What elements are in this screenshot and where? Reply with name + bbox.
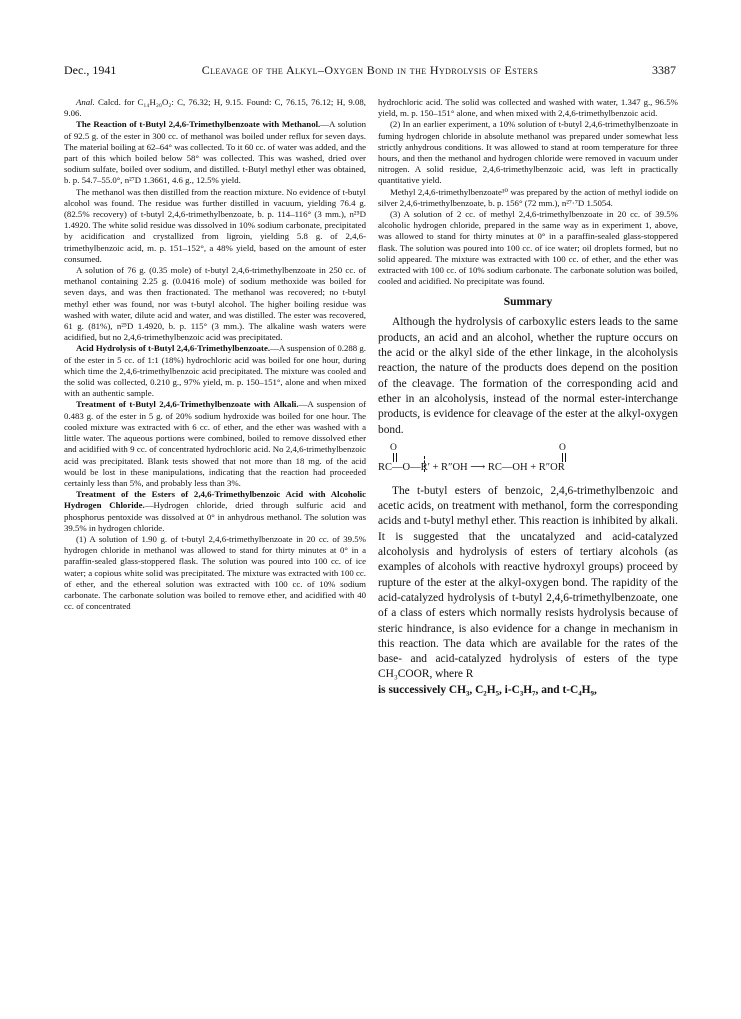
paragraph-text: —A suspension of 0.483 g. of the ester in 5 g. of 20% sodium hydroxide was boiled for one hour. The cooled mixture was extracted with 6 cc. of ether, and the ether was washed with a little water. The aqueous portions were combined, boiled to remove dissolved ether and acidified with 9 cc. of concentrated hydrochloric acid. No 2,4,6-trimethylbenzoic acid was precipitated. Blank tests showed that not more than 18 mg. of the acid would be lost in these manipulations, indicating that the reaction had proceeded certainly less than 5%, and probably less than 3%. — [64, 399, 366, 488]
section-heading: The Reaction of t-Butyl 2,4,6-Trimethylbenzoate with Methanol. — [76, 119, 321, 130]
experiment-3-paragraph: (3) A solution of 2 cc. of methyl 2,4,6-trimethylbenzoate in 20 cc. of 39.5% alcoholic hydrogen chloride, prepared in the same way as in experiment 1, above, was allowed to stand for thirty minutes at 0° in a paraffin-sealed glass-stoppered flask. The solution was poured into 100 cc. of ice water; oil droplets formed, but no solid appeared. The mixture was extracted with 100 cc. of ether, and the ether was extracted with 100 cc. of 10% sodium carbonate. The carbonate solution was boiled, cooled and acidified. No precipitate was found. — [378, 209, 678, 287]
methanol-reaction-paragraph — [64, 119, 366, 186]
page-number: 3387 — [652, 63, 676, 77]
issue-date: Dec., 1941 — [64, 63, 117, 77]
double-bond-left — [393, 453, 394, 462]
double-bond-left-2 — [396, 453, 397, 462]
paragraph-text: —A solution of 92.5 g. of the ester in 300 cc. of methanol was boiled under reflux for seven days. The material boiling at 62–64° was collected. To it 60 cc. of water was added, and the part of this which boiled below 58° was collected. This was washed, dried over sodium sulfate, boiled over sodium, and distilled. t-Butyl methyl ether was obtained, b. p. 54.7–55.0°, n²⁷D 1.3661, 4.6 g., 12.5% yield. — [64, 119, 366, 186]
continued-paragraph: hydrochloric acid. The solid was collected and washed with water, 1.347 g., 96.5% yield, m. p. 150–151° alone, and when mixed with 2,4,6-trimethylbenzoic acid. — [378, 97, 678, 119]
experiment-2-paragraph: (2) In an earlier experiment, a 10% solution of t-butyl 2,4,6-trimethylbenzoate in fuming hydrogen chloride in absolute methanol was prepared under somewhat less strictly anhydrous conditions. It was allowed to stand at room temperature for three hours, and then the methanol and hydrogen chloride were removed in vacuum under nitrogen. A solid residue, 2,4,6-trimethylbenzoic acid, was left in practically quantitative yield. — [378, 119, 678, 186]
carbonyl-oxygen-right: O — [559, 442, 566, 453]
summary-section — [378, 315, 678, 698]
right-column — [378, 97, 678, 698]
methyl-ester-paragraph: Methyl 2,4,6-trimethylbenzoate¹⁰ was prepared by the action of methyl iodide on silver 2,4,6-trimethylbenzoate, b. p. 156° (72 mm.), n²⁷·⁷D 1.5054. — [378, 186, 678, 208]
summary-paragraph-1: Although the hydrolysis of carboxylic esters leads to the same products, an acid and an alcohol, whether the rupture occurs on the acid or the alkyl side of the ether linkage, in the alcoholysis reaction, the nature of the products does depend on the position of the cleavage. The formation of the corresponding acid and ether in an alcoholysis, instead of the normal ester-interchange products, is evidence for cleavage of the ester at the alkyl-oxygen bond. — [378, 316, 678, 436]
double-bond-right-2 — [565, 453, 566, 462]
summary-heading: Summary — [503, 296, 553, 309]
running-header — [64, 62, 676, 78]
equation-text: RC—O—R′ + R″OH ⟶ RC—OH + R″OR — [378, 461, 565, 473]
section-heading: Treatment of the Esters of 2,4,6-Trimethylbenzoic Acid with Alcoholic Hydrogen Chloride. — [64, 489, 366, 511]
acid-hydrolysis-paragraph — [64, 343, 366, 399]
paragraph-text: —Hydrogen chloride, dried through sulfuric acid and phosphorus pentoxide was dissolved at 0° in anhydrous methanol. The solution was 39.5% in hydrogen chloride. — [64, 500, 367, 533]
analysis-paragraph — [64, 97, 366, 119]
paragraph-text: —A suspension of 0.288 g. of the ester in 5 cc. of 1:1 (18%) hydrochloric acid was boiled for one hour, during which time the 2,4,6-trimethylbenzoic acid precipitated. The mixture was cooled and the solid was collected, 0.210 g., 97% yield, m. p. 150–151°, alone and when mixed with an authentic sample. — [64, 343, 366, 399]
cleavage-equation — [378, 442, 678, 478]
methoxide-paragraph: A solution of 76 g. (0.35 mole) of t-butyl 2,4,6-trimethylbenzoate in 250 cc. of methanol containing 2.25 g. (0.0416 mole) of sodium methoxide was boiled for seven days, and was then fractionated. The methanol was recovered; no t-butyl methyl ether was found, nor was t-butyl alcohol. The higher boiling residue was washed with water, dilute acid and water, and was distilled. The ester was recovered, 61 g. (81%), n²⁵D 1.4920, b. p. 115° (3 mm.). The alkaline wash waters were acidified, but no 2,4,6-trimethylbenzoic acid was precipitated. — [64, 265, 366, 343]
experiment-1-paragraph: (1) A solution of 1.90 g. of t-butyl 2,4,6-trimethylbenzoate in 20 cc. of 39.5% hydrogen chloride in methanol was allowed to stand for thirty minutes at 0° in a paraffin-sealed glass-stoppered flask. The solution was poured into 100 cc. of ice water; a copious white solid was precipitated. The mixture was extracted with 100 cc. of ether, and the ethereal solution was extracted with 100 cc. of 10% sodium carbonate. The carbonate solution was boiled to remove ether, and acidified with 40 cc. of concentrated — [64, 533, 366, 612]
running-title: Cleavage of the Alkyl–Oxygen Bond in the Hydrolysis of Esters — [201, 63, 539, 77]
analysis-text: Calcd. for C₁₄H₂₀O₂: C, 76.32; H, 9.15. Found: C, 76.15, 76.12; H, 9.08, 9.06. — [64, 97, 366, 119]
left-column — [64, 97, 366, 612]
distillation-paragraph: The methanol was then distilled from the reaction mixture. No evidence of t-butyl alcohol was found. The residue was further distilled in vacuum, yielding 76.4 g. (82.5% recovery) of t-butyl 2,4,6-trimethylbenzoate, b. p. 114–116° (3 mm.), n²⁵D 1.4920. The white solid residue was dissolved in 10% sodium carbonate, precipitated by acidification and crystallized from ligroin, yielding 5.8 g. of 2,4,6-trimethylbenzoic acid, m. p. 151–152°, a 48% yield, based on the amount of ester consumed. — [64, 186, 366, 264]
analysis-label: Anal. — [76, 97, 95, 107]
alkali-treatment-paragraph — [64, 399, 366, 489]
section-heading: Acid Hydrolysis of t-Butyl 2,4,6-Trimethylbenzoate. — [76, 343, 271, 354]
double-bond-right — [562, 453, 563, 462]
hydrogen-chloride-paragraph — [64, 489, 366, 534]
carbonyl-oxygen-left: O — [390, 442, 397, 453]
summary-paragraph-2: The t-butyl esters of benzoic, 2,4,6-trimethylbenzoic and acetic acids, on treatment with methanol, form the corresponding acids and t-butyl methyl ether. This reaction is inhibited by alkali. It is suggested that the uncatalyzed and acid-catalyzed alcoholysis and hydrolysis of esters of tertiary alcohols (as examples of alcohols with reactive hydroxyl groups) proceed by rupture of the ester at the alkyl-oxygen bond. The rapidity of the acid-catalyzed hydrolysis of t-butyl 2,4,6-trimethylbenzoate, one of a class of esters which normally resists hydrolysis because of steric hindrance, is also evidence for a change in mechanism in this reaction. The data which are available for the rates of the base- and acid-catalyzed hydrolysis of esters of the type CH₃COOR, where R — [378, 484, 678, 681]
section-heading: Treatment of t-Butyl 2,4,6-Trimethylbenzoate with Alkali. — [76, 399, 299, 410]
summary-last-line: is successively CH₃, C₂H₅, i-C₃H₇, and t-C₄H₉, — [378, 683, 597, 696]
